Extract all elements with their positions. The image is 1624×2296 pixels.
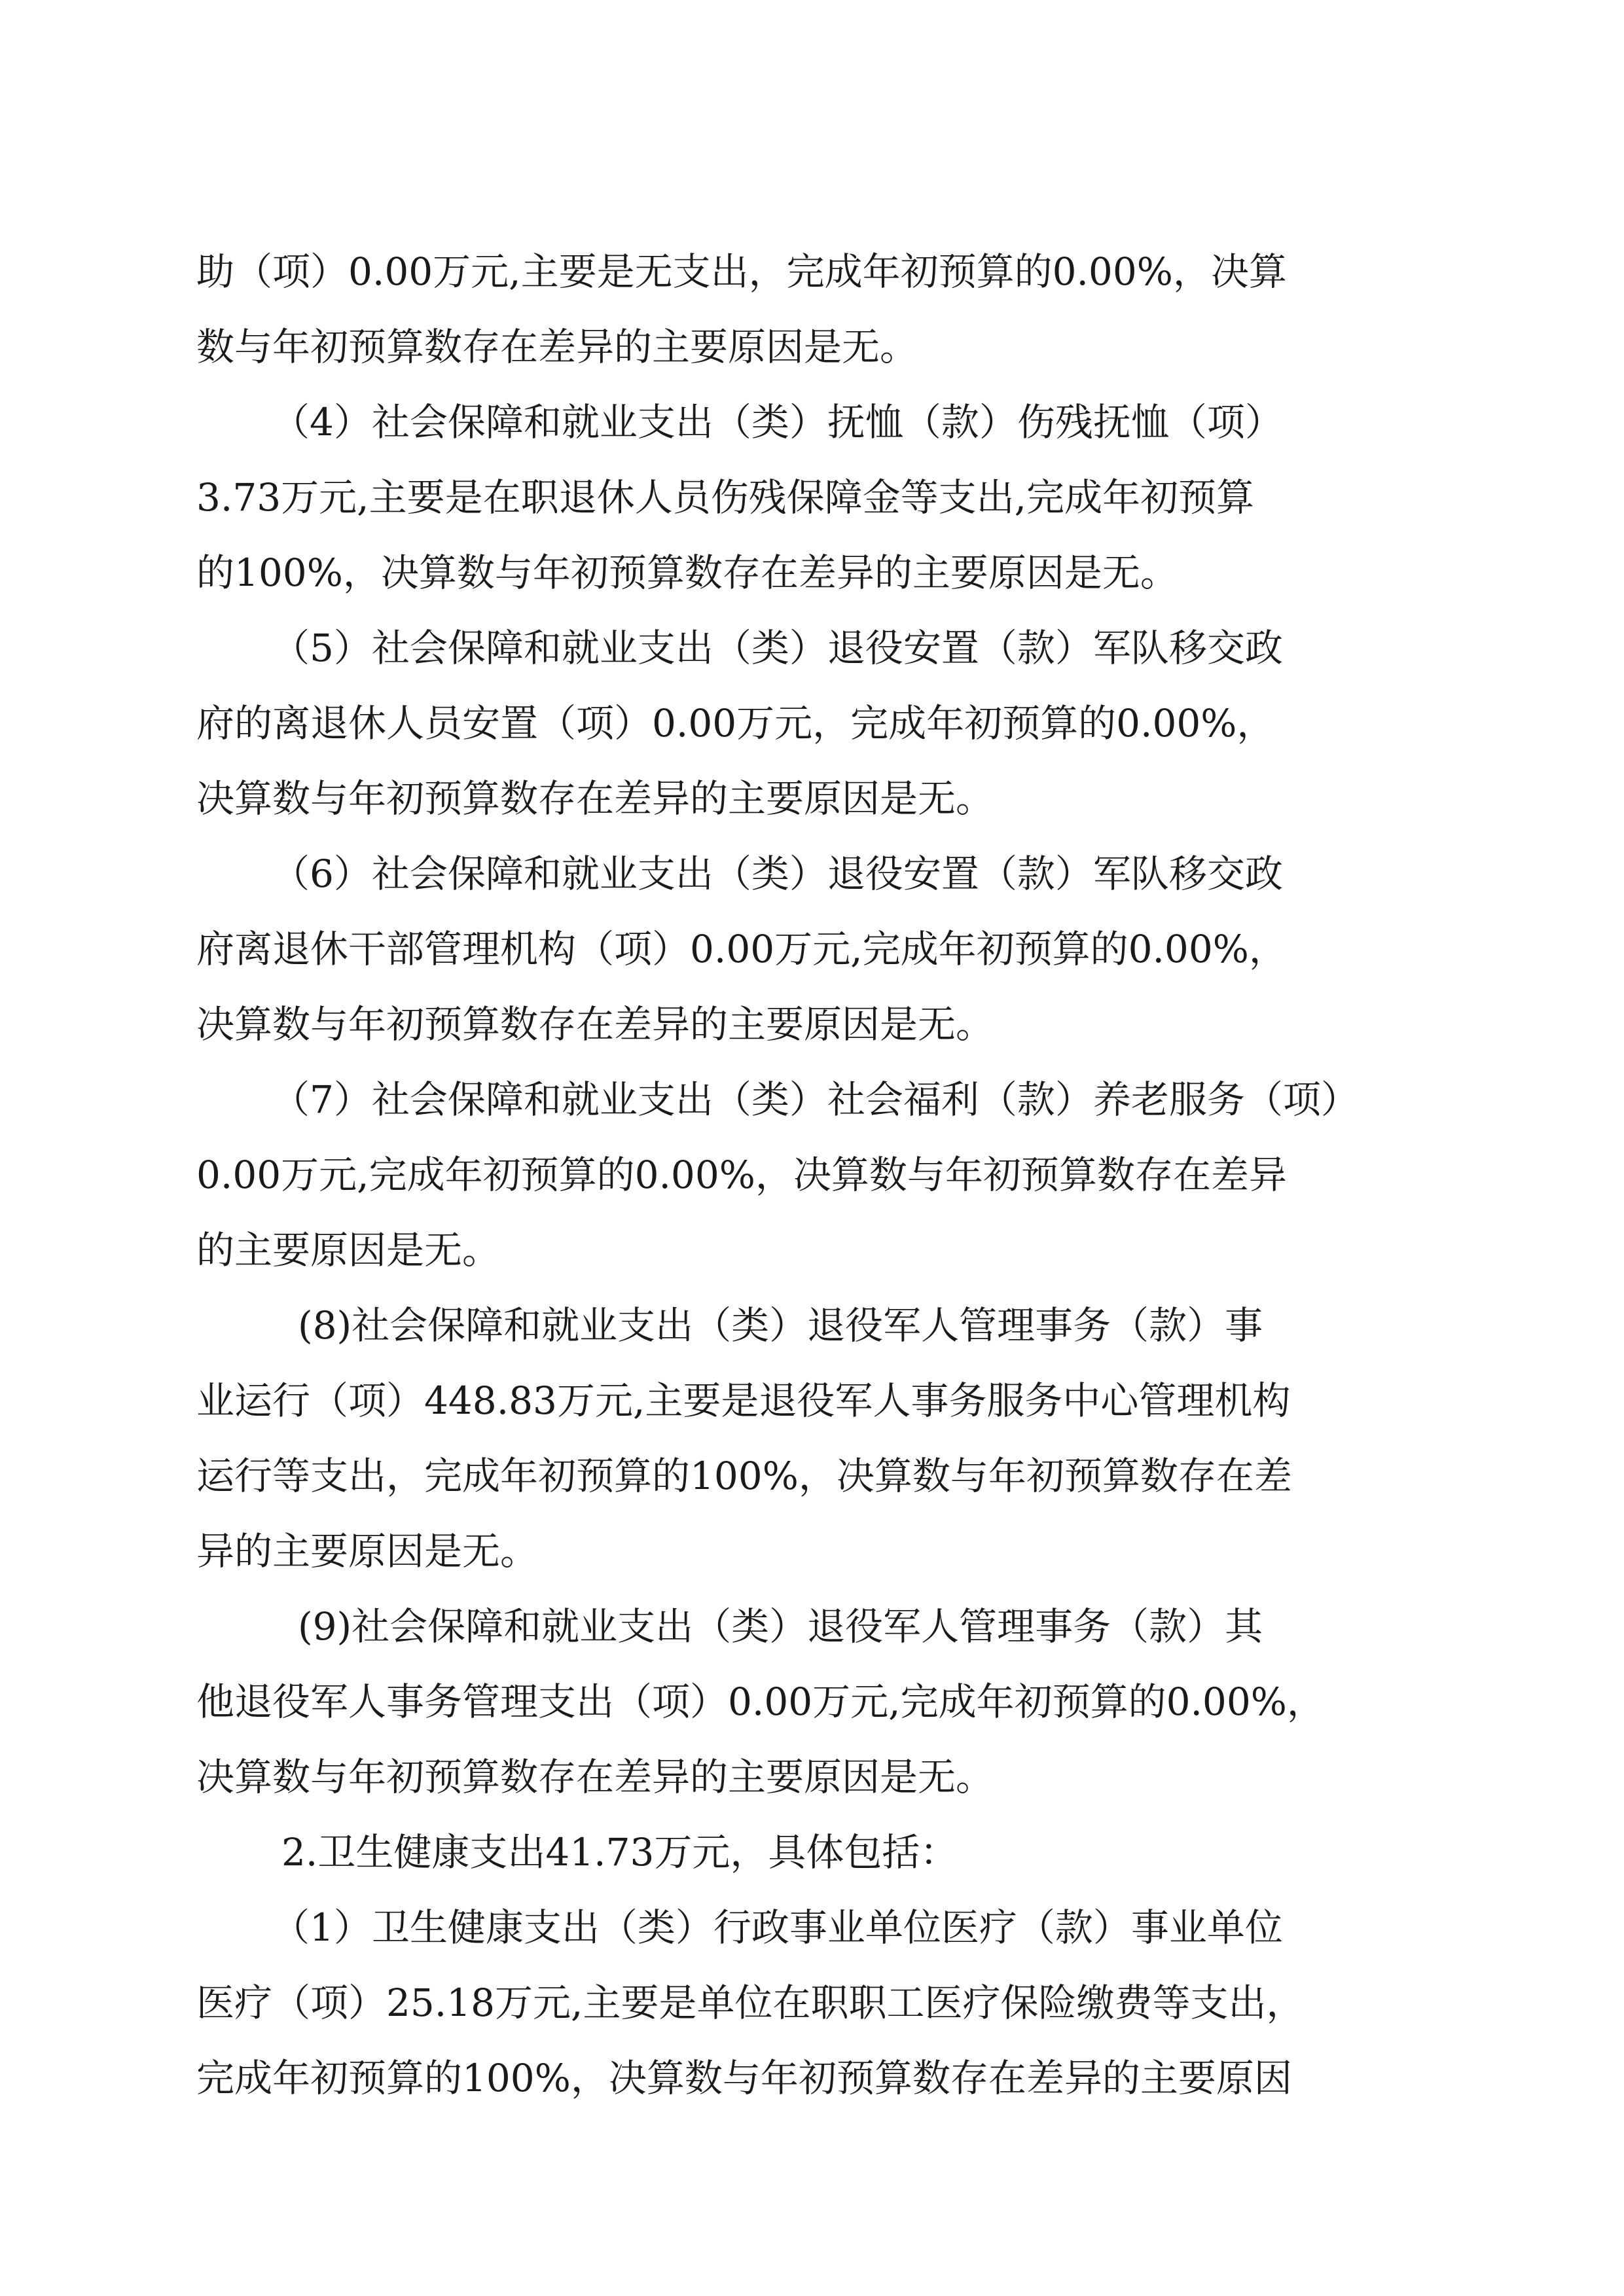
paragraph-6-line-2: 府离退休干部管理机构（项）0.00万元,完成年初预算的0.00%， bbox=[196, 927, 1287, 971]
text-line-1: 助（项）0.00万元,主要是无支出，完成年初预算的0.00%，决算 bbox=[196, 249, 1287, 294]
paragraph-5-line-3: 决算数与年初预算数存在差异的主要原因是无。 bbox=[196, 776, 994, 821]
paragraph-9-line-2: 他退役军人事务管理支出（项）0.00万元,完成年初预算的0.00%， bbox=[196, 1679, 1325, 1724]
paragraph-4-line-1: （4）社会保障和就业支出（类）抚恤（款）伤残抚恤（项） bbox=[272, 400, 1283, 444]
paragraph-9-line-1: (9)社会保障和就业支出（类）退役军人管理事务（款）其 bbox=[298, 1604, 1263, 1649]
paragraph-health-1-line-1: （1）卫生健康支出（类）行政事业单位医疗（款）事业单位 bbox=[272, 1905, 1283, 1950]
text-line-2: 数与年初预算数存在差异的主要原因是无。 bbox=[196, 325, 918, 369]
section-heading-health: 2.卫生健康支出41.73万元，具体包括： bbox=[281, 1830, 958, 1874]
paragraph-4-line-3: 的100%，决算数与年初预算数存在差异的主要原因是无。 bbox=[196, 550, 1178, 595]
paragraph-5-line-2: 府的离退休人员安置（项）0.00万元，完成年初预算的0.00%， bbox=[196, 701, 1275, 745]
paragraph-7-line-3: 的主要原因是无。 bbox=[196, 1228, 501, 1272]
paragraph-5-line-1: （5）社会保障和就业支出（类）退役安置（款）军队移交政 bbox=[272, 626, 1283, 670]
paragraph-6-line-3: 决算数与年初预算数存在差异的主要原因是无。 bbox=[196, 1002, 994, 1047]
paragraph-9-line-3: 决算数与年初预算数存在差异的主要原因是无。 bbox=[196, 1755, 994, 1799]
paragraph-7-line-1: （7）社会保障和就业支出（类）社会福利（款）养老服务（项） bbox=[272, 1077, 1359, 1122]
paragraph-4-line-2: 3.73万元,主要是在职退休人员伤残保障金等支出,完成年初预算 bbox=[196, 475, 1255, 520]
paragraph-health-1-line-3: 完成年初预算的100%，决算数与年初预算数存在差异的主要原因 bbox=[196, 2056, 1292, 2100]
paragraph-8-line-4: 异的主要原因是无。 bbox=[196, 1529, 539, 1573]
paragraph-health-1-line-2: 医疗（项）25.18万元,主要是单位在职职工医疗保险缴费等支出， bbox=[196, 1981, 1305, 2025]
paragraph-6-line-1: （6）社会保障和就业支出（类）退役安置（款）军队移交政 bbox=[272, 852, 1283, 896]
paragraph-8-line-3: 运行等支出，完成年初预算的100%，决算数与年初预算数存在差 bbox=[196, 1454, 1292, 1498]
paragraph-7-line-2: 0.00万元,完成年初预算的0.00%，决算数与年初预算数存在差异 bbox=[196, 1153, 1287, 1197]
paragraph-8-line-2: 业运行（项）448.83万元,主要是退役军人事务服务中心管理机构 bbox=[196, 1378, 1291, 1423]
paragraph-8-line-1: (8)社会保障和就业支出（类）退役军人管理事务（款）事 bbox=[298, 1303, 1263, 1348]
